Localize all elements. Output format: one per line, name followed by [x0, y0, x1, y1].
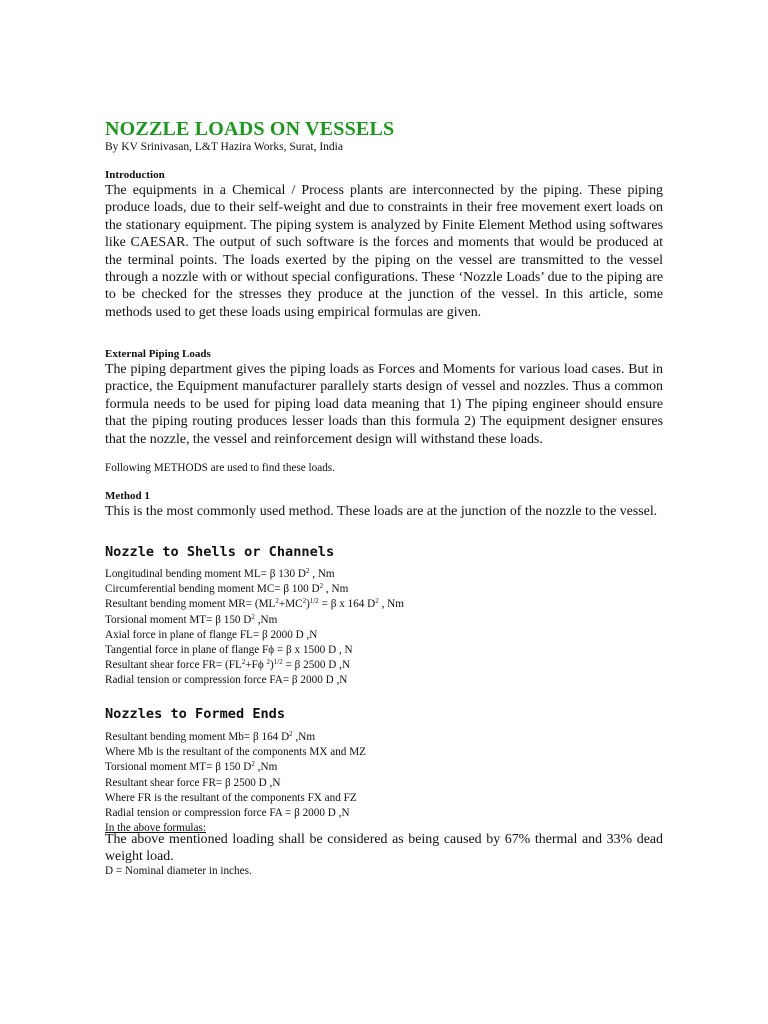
shells-formula-list	[105, 567, 663, 689]
formula-mb: Resultant bending moment Mb= β 164 $D^2$ ,Nm	[105, 730, 316, 743]
document-title: NOZZLE LOADS ON VESSELS	[105, 118, 395, 140]
formula-mt: Torsional moment MT= β 150 $D^2$ ,Nm	[105, 612, 278, 626]
formed-ends-heading: Nozzles to Formed Ends	[105, 706, 286, 722]
mb-note: Where Mb is the resultant of the components MX and MZ	[105, 746, 366, 759]
shells-heading: Nozzle to Shells or Channels	[105, 544, 335, 560]
external-loads-paragraph: The piping department gives the piping loads as Forces and Moments for various load cases. But in practice, the Equipment manufacturer parallely starts design of vessel and nozzles. Thus a common formula needs to be used for piping load data meaning that 1) The piping engineer should ensure that the piping routing produces lesser loads than this formula 2) The equipment designer ensures that the nozzle, the vessel and reinforcement design will withstand these loads.	[105, 362, 663, 447]
loading-paragraph: The above mentioned loading shall be considered as being caused by 67% thermal and 33% dead weight load.	[105, 832, 663, 865]
formula-fa: Radial tension or compression force FA= β 2000 D ,N	[105, 674, 348, 687]
method-1-paragraph: This is the most commonly used method. These loads are at the junction of the nozzle to the vessel.	[105, 504, 658, 519]
method-1-heading: Method 1	[105, 490, 150, 502]
diameter-note: D = Nominal diameter in inches.	[105, 865, 252, 877]
formula-ml: Longitudinal bending moment ML= β 130 $D^2$ , Nm	[105, 567, 335, 580]
formula-fr-formed: Resultant shear force FR= β 2500 D ,N	[105, 776, 281, 789]
external-loads-heading: External Piping Loads	[105, 348, 211, 360]
author-byline: By KV Srinivasan, L&T Hazira Works, Surat, India	[105, 141, 343, 153]
formula-mt-formed: Torsional moment MT= β 150 $D^2$ ,Nm	[105, 760, 278, 774]
formula-fa-formed: Radial tension or compression force FA = β 2000 D ,N	[105, 807, 350, 820]
formula-mr: Resultant bending moment $MR= (ML^2+MC^2)^{1/2} = \beta$ x 164 $D^2$ , Nm	[105, 597, 404, 611]
methods-note: Following METHODS are used to find these loads.	[105, 462, 335, 474]
formula-fl: Axial force in plane of flange FL= β 2000 D ,N	[105, 628, 318, 641]
fr-note: Where FR is the resultant of the components FX and FZ	[105, 791, 357, 804]
formula-mc: Circumferential bending moment MC= β 100 $D^2$ , Nm	[105, 582, 349, 596]
introduction-heading: Introduction	[105, 169, 165, 181]
introduction-paragraph: The equipments in a Chemical / Process plants are interconnected by the piping. These piping produce loads, due to their self-weight and due to constraints in their free movement exert loads on the stationary equipment. The piping system is analyzed by Finite Element Method using softwares like CAESAR. The output of such software is the forces and moments that would be produced at the terminal points. The loads exerted by the piping on the vessel are transmitted to the vessel through a nozzle with or without special configurations. These ‘Nozzle Loads’ due to the piping are to be checked for the stresses they produce at the junction of the vessel. In this article, some methods used to get these loads using empirical formulas are given.	[105, 183, 663, 320]
formed-ends-formula-list	[105, 730, 663, 836]
above-formulas-label: In the above formulas:	[105, 822, 206, 835]
formula-fphi: Tangential force in plane of flange Fϕ = β x 1500 D , N	[105, 644, 353, 657]
formula-fr: Resultant shear force $FR= (FL^2+F\phi$ $^2$)$^{1/2}$ = β 2500 D ,N	[105, 658, 351, 672]
